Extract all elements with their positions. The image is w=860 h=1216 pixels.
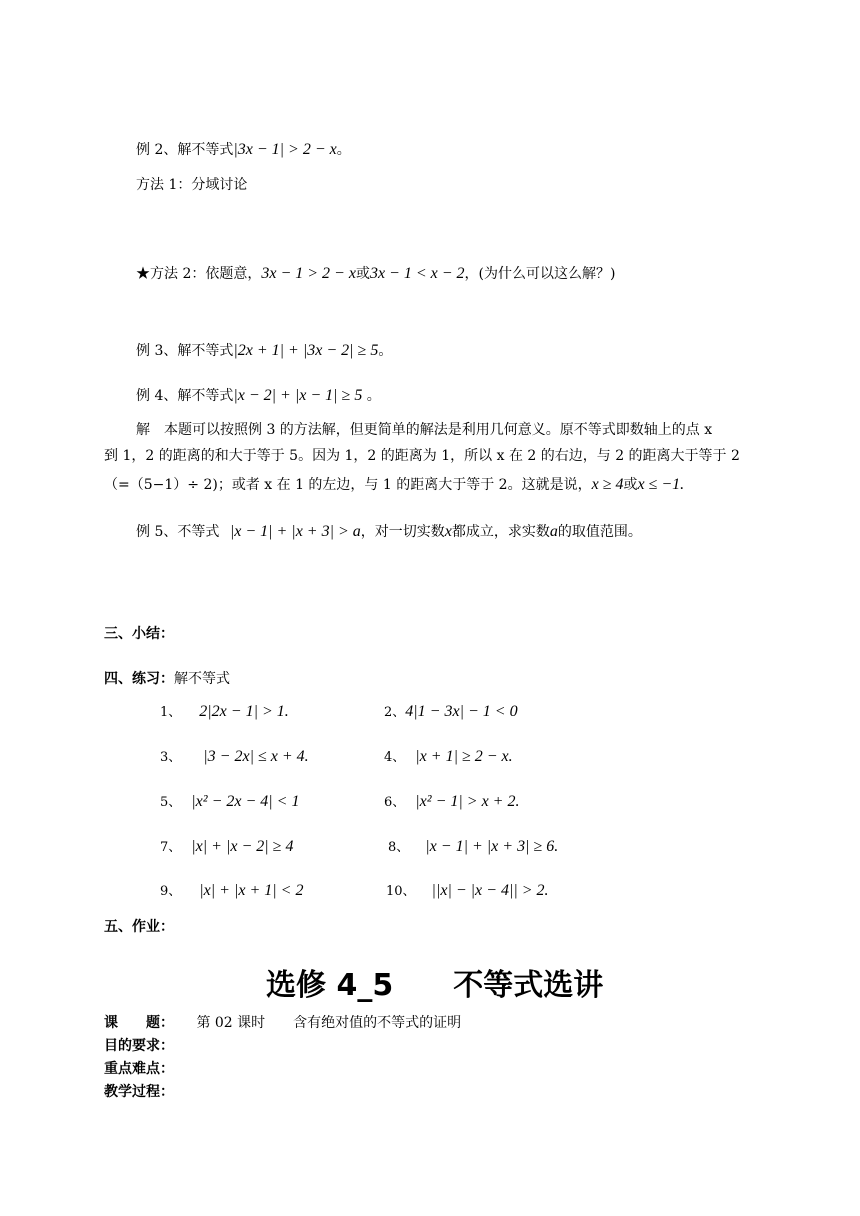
- section-5-heading: 五、作业：: [104, 919, 174, 935]
- solution-line-3-text: （=（5−1）÷ 2)；或者 x 在 1 的左边，与 1 的距离大于等于 2。这就是说，: [104, 477, 592, 493]
- exercise-formula: 2|2x − 1| > 1.: [199, 703, 289, 720]
- exercise-number: 7、: [160, 840, 182, 855]
- course-line: [104, 1013, 461, 1033]
- goal-label: 目的要求：: [104, 1038, 174, 1054]
- solution-line-3: [104, 475, 684, 495]
- exercise-4: [384, 747, 513, 768]
- exercise-number: 5、: [160, 795, 182, 810]
- exercise-8: [388, 837, 558, 858]
- method-2-note: ，(为什么可以这么解？): [464, 266, 616, 282]
- example-4-formula: |x − 2| + |x − 1| ≥ 5: [233, 387, 363, 404]
- method-2: [136, 264, 615, 284]
- exercise-9: [160, 881, 303, 902]
- exercise-formula: |x² − 1| > x + 2.: [415, 793, 520, 810]
- example-5-middle: ，对一切实数: [360, 524, 445, 540]
- example-5-middle2: 都成立，求实数: [451, 524, 550, 540]
- example-5-var-a: a: [549, 523, 558, 540]
- section-4-heading: 四、练习：: [104, 671, 174, 687]
- solution-formula-a: x ≥ 4: [591, 476, 624, 493]
- exercise-number: 1、: [160, 705, 182, 720]
- exercise-formula: |x| + |x − 2| ≥ 4: [191, 838, 294, 855]
- example-4-tail: 。: [362, 388, 381, 404]
- exercise-number: 9、: [160, 884, 182, 899]
- example-2-tail: 。: [336, 142, 351, 158]
- example-5-label: 例 5、不等式: [136, 524, 220, 540]
- exercise-10: [386, 881, 549, 902]
- exercise-formula: |x| + |x + 1| < 2: [199, 882, 304, 899]
- section-4-text: 解不等式: [174, 671, 230, 687]
- example-3: [136, 341, 392, 361]
- solution-line-1: 解 本题可以按照例 3 的方法解，但更简单的解法是利用几何意义。原不等式即数轴上的点 x: [136, 422, 713, 438]
- focus-label: 重点难点：: [104, 1061, 174, 1077]
- method-2-or: 或: [355, 266, 370, 282]
- exercise-7: [160, 837, 293, 858]
- example-4-label: 例 4、解不等式: [136, 388, 234, 404]
- exercise-number: 3、: [160, 750, 182, 765]
- solution-formula-b: x ≤ −1.: [637, 476, 685, 493]
- exercise-formula: ||x| − |x − 4|| > 2.: [431, 882, 549, 899]
- exercise-1: [160, 702, 289, 723]
- exercise-formula: |3 − 2x| ≤ x + 4.: [203, 748, 309, 765]
- process-label: 教学过程：: [104, 1084, 174, 1100]
- section-3-heading: 三、小结：: [104, 626, 174, 642]
- method-2-formula-b: 3x − 1 < x − 2: [369, 265, 465, 282]
- solution-line-2: 到 1，2 的距离的和大于等于 5。因为 1，2 的距离为 1，所以 x 在 2 的右边，与 2 的距离大于等于 2: [104, 448, 740, 464]
- exercise-number: 8、: [388, 840, 410, 855]
- method-1: 方法 1：分域讨论: [136, 177, 248, 193]
- section-4: [104, 669, 230, 689]
- exercise-2: [384, 702, 518, 723]
- exercise-number: 2、: [384, 705, 406, 720]
- exercise-formula: |x² − 2x − 4| < 1: [191, 793, 300, 810]
- example-2: [136, 140, 351, 160]
- example-2-formula: |3x − 1| > 2 − x: [233, 141, 337, 158]
- method-2-prefix: ★方法 2：依题意，: [136, 266, 262, 282]
- example-3-label: 例 3、解不等式: [136, 343, 234, 359]
- course-value: 第 02 课时 含有绝对值的不等式的证明: [196, 1015, 462, 1031]
- exercise-3: [160, 747, 309, 768]
- method-2-formula-a: 3x − 1 > 2 − x: [261, 265, 356, 282]
- exercise-5: [160, 792, 299, 813]
- example-5-tail: 的取值范围。: [557, 524, 642, 540]
- example-5: [136, 522, 642, 542]
- exercise-number: 4、: [384, 750, 406, 765]
- course-label: 课 题：: [104, 1015, 174, 1031]
- example-3-formula: |2x + 1| + |3x − 2| ≥ 5: [233, 342, 379, 359]
- exercise-number: 10、: [386, 884, 416, 899]
- solution-or: 或: [623, 477, 638, 493]
- exercise-formula: 4|1 − 3x| − 1 < 0: [405, 703, 518, 720]
- example-4: [136, 386, 381, 406]
- example-5-var-x: x: [444, 523, 452, 540]
- example-3-tail: 。: [378, 343, 393, 359]
- exercise-formula: |x + 1| ≥ 2 − x.: [415, 748, 513, 765]
- lesson-title: 选修 4_5 不等式选讲: [266, 968, 604, 1003]
- example-5-formula: |x − 1| + |x + 3| > a: [229, 523, 361, 540]
- exercise-6: [384, 792, 519, 813]
- exercise-number: 6、: [384, 795, 406, 810]
- example-2-label: 例 2、解不等式: [136, 142, 234, 158]
- exercise-formula: |x − 1| + |x + 3| ≥ 6.: [425, 838, 559, 855]
